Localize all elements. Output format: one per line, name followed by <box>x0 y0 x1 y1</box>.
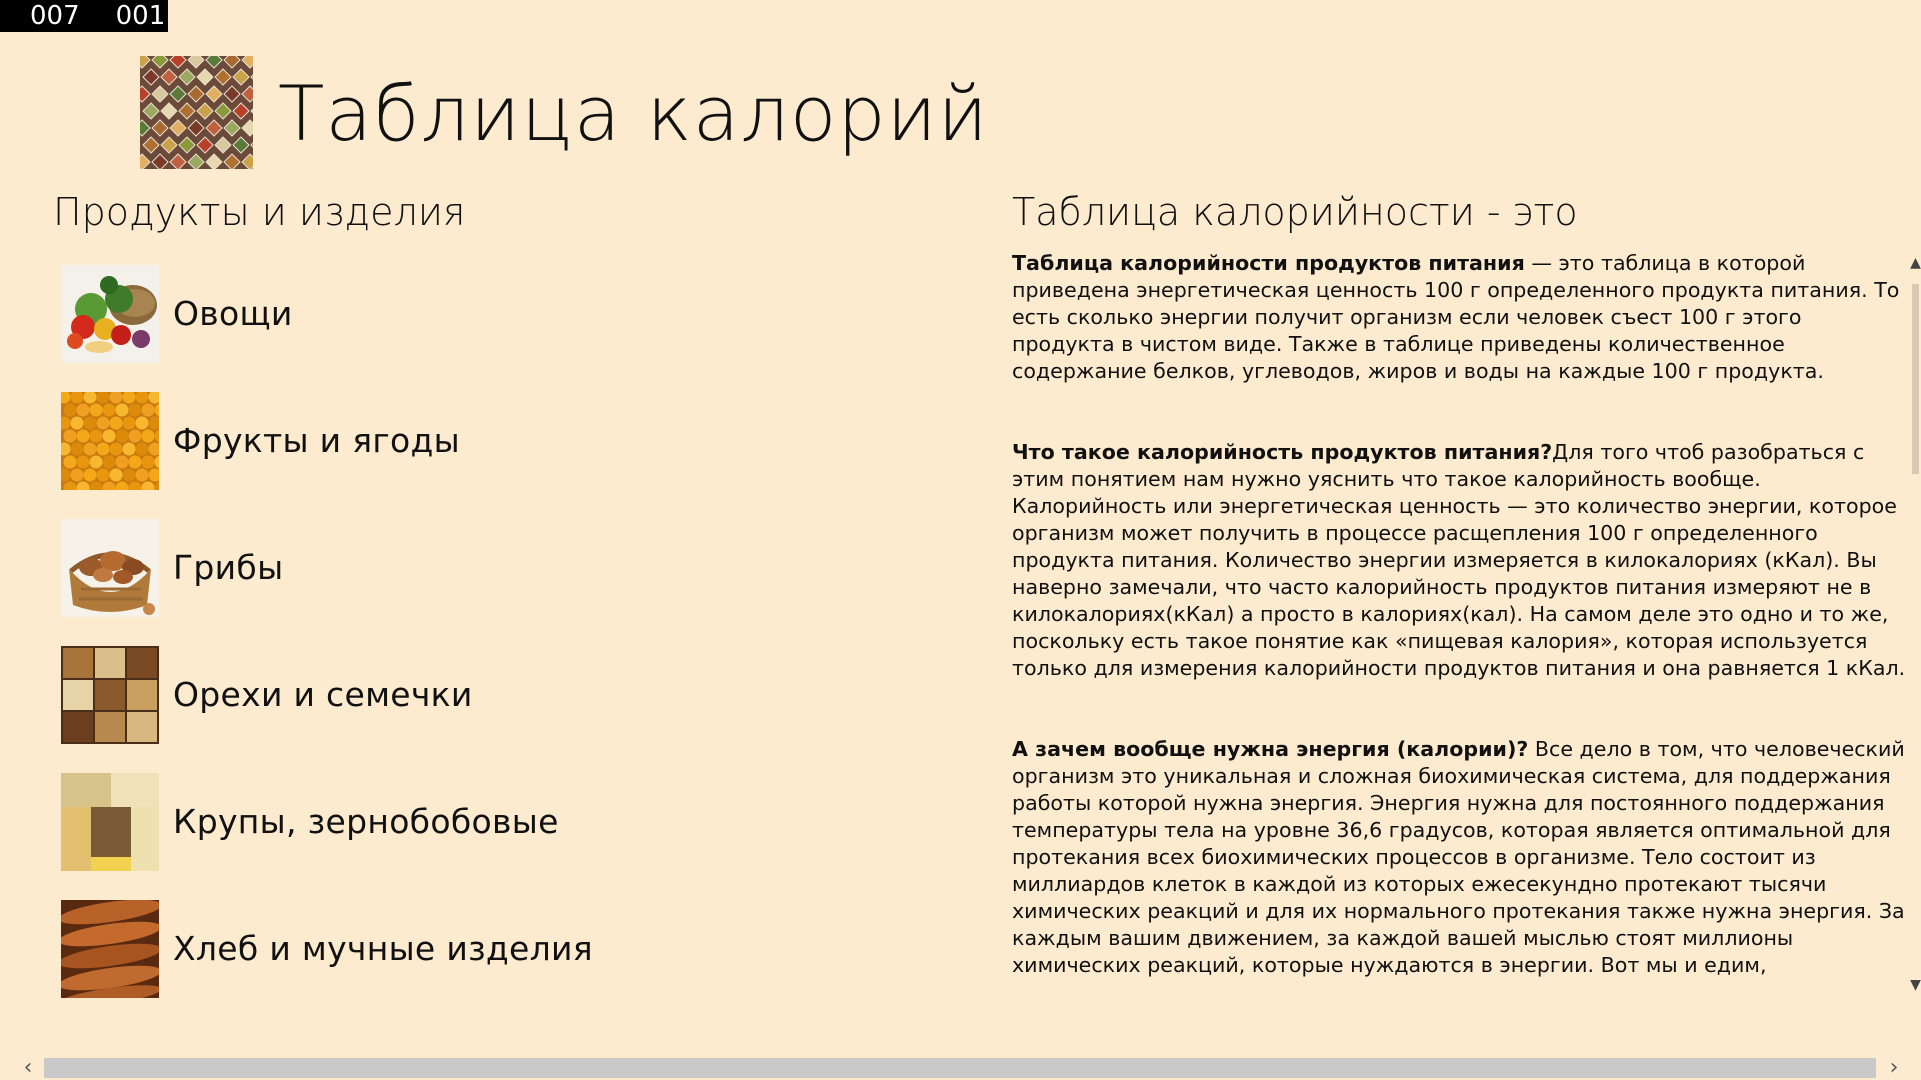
paragraph-bold-lead: Что такое калорийность продуктов питания? <box>1012 440 1553 464</box>
category-label: Овощи <box>173 294 293 333</box>
categories-heading: Продукты и изделия <box>53 190 466 234</box>
category-list <box>61 264 861 1026</box>
category-label: Крупы, зернобобовые <box>173 802 559 841</box>
vertical-scroll-thumb[interactable] <box>1912 284 1919 474</box>
berries-icon <box>61 392 159 490</box>
paragraph-text: Все дело в том, что человеческий организм это уникальная и сложная биохимическая система, для поддержания работы которой нужна энергия. Энергия нужна для постоянного поддержания температуры тела на уровне 36,6 градусов, которая является оптимальной для протекания всех биохимических процессов в организме. Тело состоит из миллиардов клеток в каждой из которых ежесекундно протекают тысячи химических реакций и для их нормального протекания также нужна энергия. За каждым вашим движением, за каждой вашей мыслью стоят миллионы химических реакций, которые нуждаются в энергии. Вот мы и едим, <box>1012 737 1905 977</box>
spices-grid-icon <box>140 56 253 169</box>
horizontal-scroll-thumb[interactable] <box>44 1058 1876 1078</box>
category-item-grains[interactable] <box>61 772 861 872</box>
category-label: Фрукты и ягоды <box>173 421 460 460</box>
scroll-down-arrow-icon[interactable]: ▼ <box>1910 977 1921 993</box>
category-item-bread[interactable] <box>61 899 861 999</box>
grains-icon <box>61 773 159 871</box>
category-item-nuts[interactable] <box>61 645 861 745</box>
category-label: Орехи и семечки <box>173 675 473 714</box>
horizontal-scrollbar[interactable] <box>0 1056 1921 1080</box>
paragraph-bold-lead: Таблица калорийности продуктов питания <box>1012 251 1525 275</box>
frame-counter <box>0 0 168 32</box>
vegetables-icon <box>61 265 159 363</box>
bread-icon <box>61 900 159 998</box>
counter-right: 001 <box>115 1 166 31</box>
paragraph-text: Для того чтоб разобраться с этим понятием нам нужно уяснить что такое калорийность вообще. Калорийность или энергетическая ценность — это количество энергии, которое организм может получить в процессе расщепления 100 г определенного продукта питания. Количество энергии измеряется в килокалориях (кКал). Вы наверно замечали, что часто калорийность продуктов питания измеряют не в килокалориях(кКал) а просто в калориях(кал). На самом деле это одно и то же, поскольку есть такое понятие как «пищевая калория», которая используется только для измерения калорийности продуктов питания и она равняется 1 кКал. <box>1012 440 1906 680</box>
category-item-fruits[interactable] <box>61 391 861 491</box>
article-paragraph <box>1012 736 1907 979</box>
category-item-mushrooms[interactable] <box>61 518 861 618</box>
app-title: Таблица калорий <box>278 69 989 158</box>
nuts-icon <box>61 646 159 744</box>
paragraph-bold-lead: А зачем вообще нужна энергия (калории)? <box>1012 737 1529 761</box>
category-item-vegetables[interactable] <box>61 264 861 364</box>
article-vertical-scrollbar[interactable] <box>1910 254 1921 994</box>
article-paragraph <box>1012 250 1907 385</box>
scroll-up-arrow-icon[interactable]: ▲ <box>1910 255 1921 271</box>
article-body <box>1012 250 1907 990</box>
counter-left: 007 <box>30 1 80 31</box>
scroll-right-arrow-icon[interactable]: › <box>1889 1055 1899 1080</box>
article-paragraph <box>1012 439 1907 682</box>
category-label: Хлеб и мучные изделия <box>173 929 593 968</box>
mushroom-basket-icon <box>61 519 159 617</box>
scroll-left-arrow-icon[interactable]: ‹ <box>23 1055 33 1080</box>
category-label: Грибы <box>173 548 284 587</box>
paragraph-text: — это таблица в которой приведена энергетическая ценность 100 г определенного продукта питания. То есть сколько энергии получит организм если человек съест 100 г этого продукта в чистом виде. Также в таблице приведены количественное содержание белков, углеводов, жиров и воды на каждые 100 г продукта. <box>1012 251 1900 383</box>
article-heading: Таблица калорийности - это <box>1012 190 1578 234</box>
